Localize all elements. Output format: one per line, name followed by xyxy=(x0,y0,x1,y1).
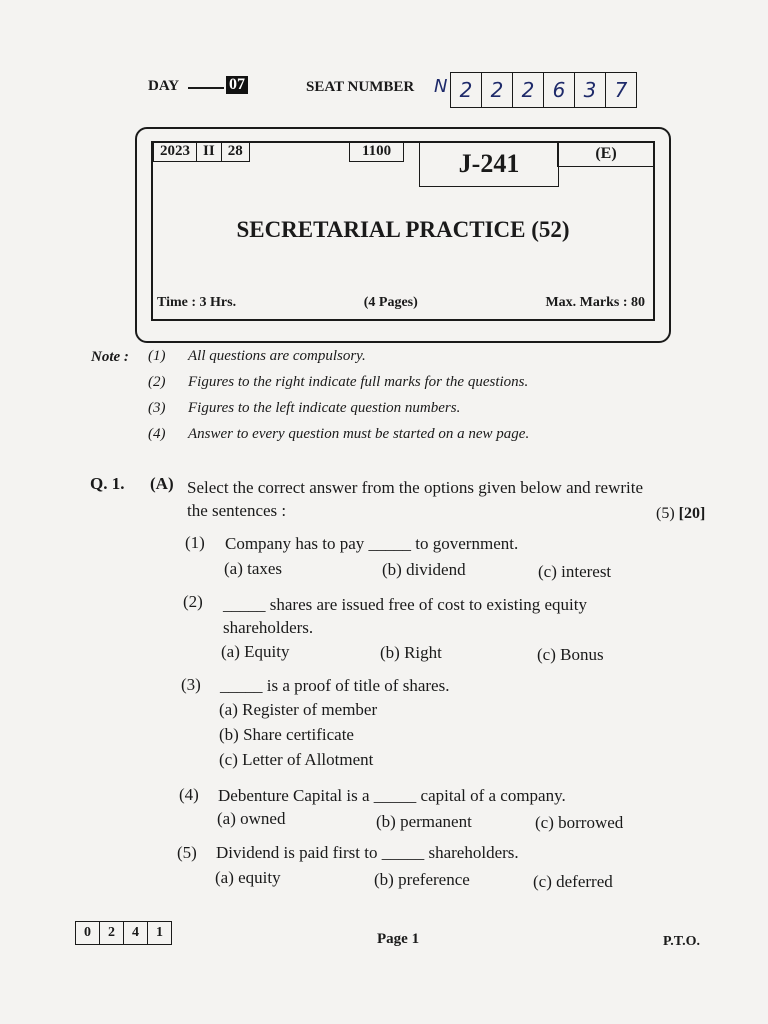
note-number: (4) xyxy=(148,426,166,442)
option: (a) taxes xyxy=(224,559,283,578)
option: (c) borrowed xyxy=(535,813,624,832)
note-number: (1) xyxy=(148,348,166,364)
seat-digit: 2 xyxy=(451,73,482,107)
time-code: 1100 xyxy=(349,141,404,162)
seat-prefix: N xyxy=(434,76,448,97)
paper-meta xyxy=(157,295,645,311)
option: (b) preference xyxy=(374,870,470,889)
code-digit: 1 xyxy=(156,925,163,940)
day-label: DAY xyxy=(148,78,180,94)
page-number: Page 1 xyxy=(377,931,420,947)
seat-digit: 2 xyxy=(482,73,513,107)
pto-label: P.T.O. xyxy=(663,934,700,949)
subquestion-text: _____ is a proof of title of shares. xyxy=(220,676,450,695)
code-digit: 2 xyxy=(100,922,124,944)
subquestion-text: Debenture Capital is a _____ capital of a company. xyxy=(218,786,566,805)
paper-code-boxes xyxy=(75,921,172,945)
note-label: Note : xyxy=(91,349,129,365)
option: (a) equity xyxy=(215,868,281,887)
day-line xyxy=(188,87,224,89)
option: (c) Letter of Allotment xyxy=(219,750,374,769)
note-item xyxy=(148,374,529,400)
question-instruction: Select the correct answer from the options given below and rewrite the sentences : xyxy=(187,478,644,520)
seat-number-boxes xyxy=(450,72,637,108)
note-item xyxy=(148,426,529,452)
question-label: Q. 1. xyxy=(90,474,125,493)
subject-title: SECRETARIAL PRACTICE (52) xyxy=(236,217,570,242)
question-marks xyxy=(656,505,705,523)
option: (c) interest xyxy=(538,562,612,581)
note-item xyxy=(148,348,529,374)
option: (a) Register of member xyxy=(219,700,378,719)
seat-number-label: SEAT NUMBER xyxy=(306,79,415,95)
note-item xyxy=(148,400,529,426)
note-number: (3) xyxy=(148,400,166,416)
paper-info-inner xyxy=(151,141,655,321)
option: (b) dividend xyxy=(382,560,466,579)
day-value: 07 xyxy=(226,76,248,94)
option: (c) Bonus xyxy=(537,645,604,664)
code-digit: 4 xyxy=(124,922,148,944)
exam-code-cells xyxy=(153,141,250,162)
subquestion-text: Company has to pay _____ to government. xyxy=(225,534,519,553)
option: (b) Right xyxy=(380,643,442,662)
option: (b) permanent xyxy=(376,812,472,831)
subquestion-text: _____ shares are issued free of cost to existing equity shareholders. xyxy=(223,595,587,637)
max-marks: Max. Marks : 80 xyxy=(545,295,645,310)
seat-digit: 2 xyxy=(513,73,544,107)
language-code: (E) xyxy=(557,141,655,167)
option: (b) Share certificate xyxy=(219,725,354,744)
seat-digit: 6 xyxy=(544,73,575,107)
total-marks: [20] xyxy=(678,505,706,522)
option: (a) Equity xyxy=(221,642,290,661)
notes-list xyxy=(148,348,529,452)
part-marks: (5) xyxy=(656,505,675,522)
note-number: (2) xyxy=(148,374,166,390)
code-digit: 0 xyxy=(76,922,100,944)
note-text: Figures to the right indicate full marks for the questions. xyxy=(188,374,529,390)
date: 28 xyxy=(227,143,243,159)
subquestion-number: (1) xyxy=(185,533,205,552)
paper-info-box xyxy=(135,127,671,343)
subquestion-number: (2) xyxy=(183,592,203,611)
paper-code: J-241 xyxy=(419,141,559,187)
question-part: (A) xyxy=(150,474,174,493)
subquestion-number: (3) xyxy=(181,675,201,694)
option: (c) deferred xyxy=(533,872,613,891)
note-text: All questions are compulsory. xyxy=(188,348,366,364)
page-count: (4 Pages) xyxy=(363,295,418,310)
note-text: Answer to every question must be started on a new page. xyxy=(188,426,530,442)
subquestion-number: (4) xyxy=(179,785,199,804)
seat-digit: 7 xyxy=(614,78,628,102)
option: (a) owned xyxy=(217,809,286,828)
note-text: Figures to the left indicate question numbers. xyxy=(188,400,461,416)
time-allowed: Time : 3 Hrs. xyxy=(157,295,237,310)
seat-digit: 3 xyxy=(575,73,606,107)
year: 2023 xyxy=(154,142,197,161)
subquestion-text: Dividend is paid first to _____ shareholders. xyxy=(216,843,519,862)
session: II xyxy=(197,142,222,161)
subquestion-number: (5) xyxy=(177,843,197,862)
